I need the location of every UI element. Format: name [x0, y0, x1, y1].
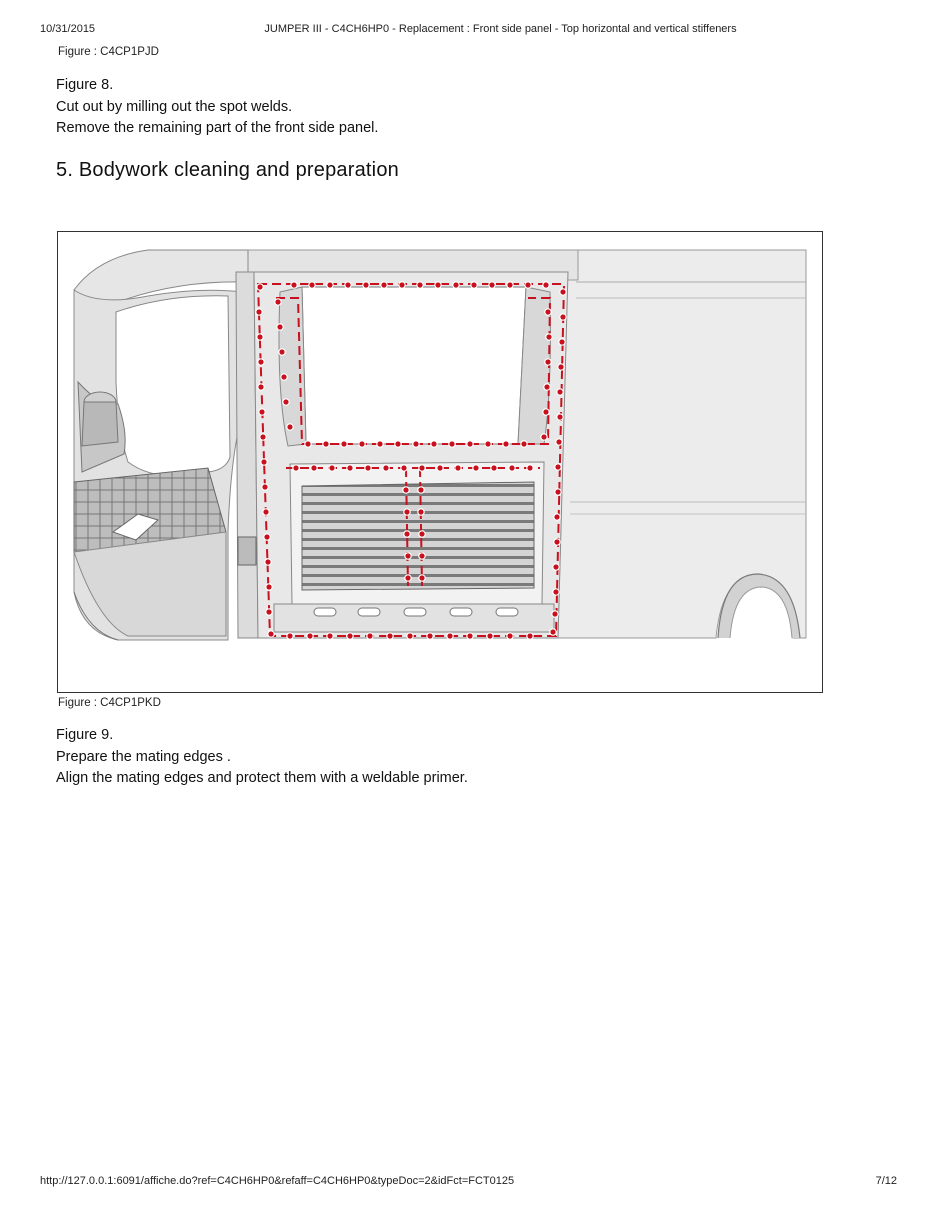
van-side-panel-illustration — [58, 232, 822, 692]
figure-9-line-1: Prepare the mating edges . — [56, 748, 231, 765]
footer-url: http://127.0.0.1:6091/affiche.do?ref=C4CH6HP0&refaff=C4CH6HP0&typeDoc=2&idFct=FCT0125 — [40, 1175, 515, 1187]
figure-9-caption: Figure : C4CP1PKD — [58, 697, 161, 709]
section-heading: 5. Bodywork cleaning and preparation — [56, 159, 399, 181]
figure-9-text — [56, 725, 468, 790]
figure-8-caption: Figure : C4CP1PJD — [58, 46, 159, 58]
figure-8-line-1: Cut out by milling out the spot welds. — [56, 98, 293, 115]
footer-page-number: 7/12 — [875, 1175, 897, 1187]
figure-8-text — [56, 75, 378, 140]
figure-9-image — [57, 231, 823, 693]
figure-8-line-2: Remove the remaining part of the front side panel. — [56, 120, 379, 136]
header-title: JUMPER III - C4CH6HP0 - Replacement : Front side panel - Top horizontal and vertical stiffeners — [264, 23, 737, 35]
header-date: 10/31/2015 — [40, 23, 96, 35]
figure-8-label: Figure 8. — [56, 77, 114, 93]
figure-9-line-2: Align the mating edges and protect them with a weldable primer. — [56, 770, 468, 786]
figure-9-label: Figure 9. — [56, 727, 114, 743]
